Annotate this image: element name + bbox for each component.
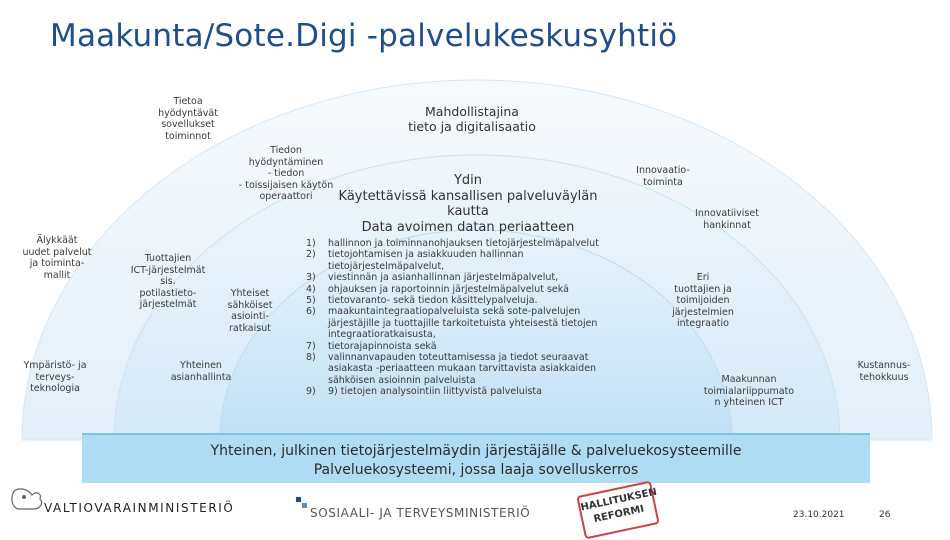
service-list-item (306, 306, 636, 340)
list-item-number: 1) (306, 238, 316, 249)
service-list-item (306, 295, 636, 306)
label-innovatiiviset-hankinnat: Innovatiiviset hankinnat (695, 208, 759, 231)
list-item-number: 9) (306, 386, 316, 398)
list-item-number: 5) (306, 295, 316, 307)
label-alykkaat: Älykkäät uudet palvelut ja toiminta- mallit (22, 235, 92, 281)
core-banner (82, 433, 870, 483)
list-item-text: hallinnon ja toiminnanohjauksen tietojärjestelmäpalvelut (328, 238, 599, 249)
list-item-number: 4) (306, 283, 316, 295)
service-list-item (306, 272, 636, 283)
service-list-item (306, 238, 636, 249)
service-list-item (306, 352, 636, 386)
list-item-number: 8) (306, 352, 316, 364)
list-item-text: 9) tietojen analysointiin liittyvistä palveluista (328, 386, 542, 398)
service-list-item (306, 249, 636, 272)
service-list (306, 238, 636, 398)
list-item-number: 2) (306, 249, 316, 261)
list-item-text: tietovaranto- sekä tiedon käsittelypalveluja. (328, 295, 538, 307)
list-item-text: ohjauksen ja raportoinnin järjestelmäpalvelut sekä (328, 283, 569, 295)
list-item-text: tietojohtamisen ja asiakkuuden hallinnan tietojärjestelmäpalvelut, (328, 249, 524, 272)
list-item-text: maakuntaintegraatiopalveluista sekä sote-palvelujen järjestäjille ja tuottajille tarkoitetuista yhteisestä tietojen integraatioratkaisusta, (328, 306, 598, 341)
list-item-text: viestinnän ja asianhallinnan järjestelmäpalvelut, (328, 272, 559, 284)
stm-logo-text: SOSIAALI- JA TERVEYSMINISTERIÖ (310, 506, 531, 520)
service-list-item (306, 386, 636, 397)
label-yhteiset-sahkoiset: Yhteiset sähköiset asiointi- ratkaisut (227, 288, 273, 334)
label-tuottajien-ict: Tuottajien ICT-järjestelmät sis. potilastieto- järjestelmät (130, 253, 206, 311)
page-number: 26 (879, 510, 891, 520)
list-item-number: 7) (306, 340, 316, 352)
list-item-number: 6) (306, 306, 316, 318)
label-mahdollistajina: Mahdollistajina tieto ja digitalisaatio (408, 104, 536, 135)
vm-logo-text: VALTIOVARAINMINISTERIÖ (44, 501, 235, 515)
hallituksen-reformi-stamp: HALLITUKSEN REFORMI (576, 481, 659, 540)
list-item-text: valinnanvapauden toteuttamisessa ja tiedot seuraavat asiakasta -periaatteen mukaan tarvittavista asiakkaiden sähköisen asioinnin palveluista (328, 352, 597, 386)
label-ydin: Ydin Käytettävissä kansallisen palveluväylän kautta Data avoimen datan periaatteen (338, 173, 598, 235)
label-ymparisto: Ympäristö- ja terveys- teknologia (23, 360, 87, 395)
label-eri-tuottajien: Eri tuottajien ja toimijoiden järjestelmien integraatio (672, 272, 734, 330)
label-tiedon-hyodyntaminen: Tiedon hyödyntäminen - tiedon - toissijaisen käytön operaattori (238, 145, 334, 203)
banner-line-1: Yhteinen, julkinen tietojärjestelmäydin järjestäjälle & palveluekosysteemille (210, 443, 742, 459)
label-yhteinen-asianhallinta: Yhteinen asianhallinta (170, 360, 232, 383)
service-list-item (306, 284, 636, 295)
vm-lion-logo (12, 489, 42, 509)
list-item-number: 3) (306, 272, 316, 284)
label-tietoa-hyodyntavat: Tietoa hyödyntävät sovellukset toiminnot (158, 96, 218, 142)
label-maakunnan-ict: Maakunnan toimialariippumato n yhteinen ICT (703, 374, 795, 409)
service-list-item (306, 341, 636, 352)
page-title: Maakunta/Sote.Digi -palvelukeskusyhtiö (50, 18, 678, 54)
label-kustannustehokkuus: Kustannus- tehokkuus (857, 360, 911, 383)
list-item-text: tietorajapinnoista sekä (328, 340, 437, 352)
footer-date: 23.10.2021 (793, 510, 845, 520)
stm-logo (296, 497, 307, 508)
label-innovaatiotoiminta: Innovaatio- toiminta (636, 165, 690, 188)
banner-line-2: Palveluekosysteemi, jossa laaja sovelluskerros (313, 462, 639, 478)
